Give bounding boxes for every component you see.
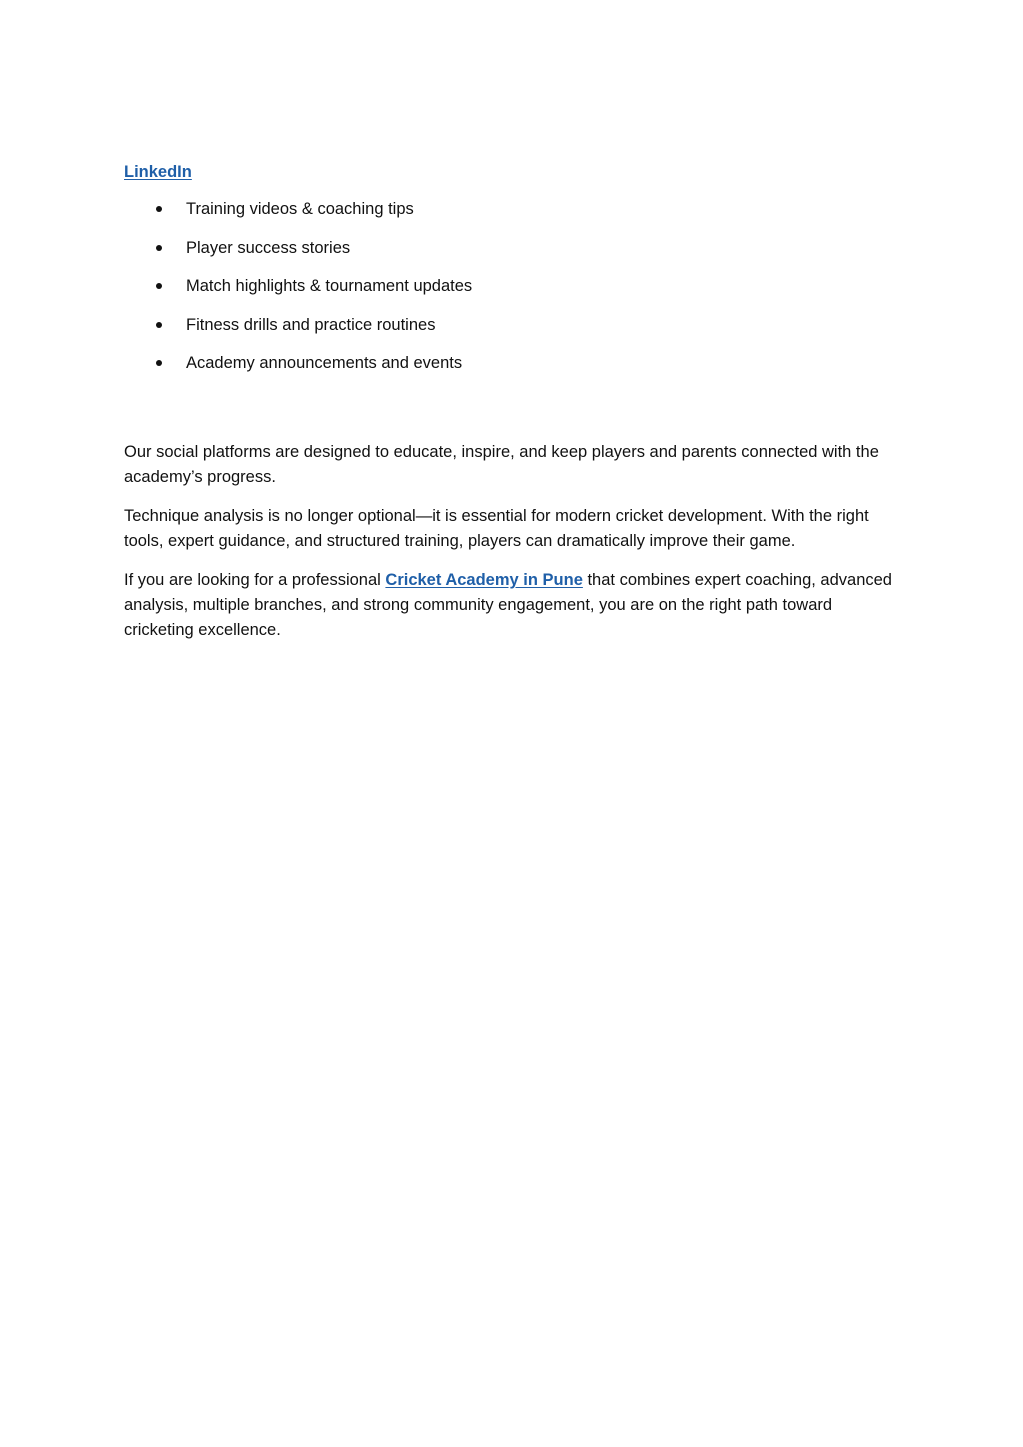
linkedin-link[interactable]: LinkedIn xyxy=(124,163,192,181)
bullet-icon xyxy=(156,245,162,251)
bullet-icon xyxy=(156,322,162,328)
bullet-icon xyxy=(156,206,162,212)
list-item-text: Player success stories xyxy=(186,238,351,257)
list-item-text: Training videos & coaching tips xyxy=(186,200,414,218)
list-item xyxy=(124,351,904,390)
section-spacer xyxy=(124,390,904,440)
list-item-text: Fitness drills and practice routines xyxy=(186,315,436,334)
list-item xyxy=(124,197,904,236)
bullet-icon xyxy=(156,360,162,366)
paragraph-social-platforms: Our social platforms are designed to educate, inspire, and keep players and parents connected with the academy’s progress. xyxy=(124,442,879,486)
list-item xyxy=(124,313,904,352)
list-item-text: Academy announcements and events xyxy=(186,354,463,373)
paragraph-text-before: If you are looking for a professional xyxy=(124,570,386,589)
cricket-academy-pune-link[interactable]: Cricket Academy in Pune xyxy=(385,570,583,589)
paragraph-academy-cta xyxy=(124,568,904,643)
list-item xyxy=(124,236,904,275)
paragraph-technique-analysis: Technique analysis is no longer optional—it is essential for modern cricket development. With the right tools, expert guidance, and structured training, players can dramatically improve their game. xyxy=(124,506,869,550)
bullet-icon xyxy=(156,283,162,289)
list-item-text: Match highlights & tournament updates xyxy=(186,277,473,296)
bullet-list xyxy=(124,197,904,390)
list-item xyxy=(124,274,904,313)
paragraph-text-after: that combines expert coaching, advanced analysis, multiple branches, and strong community engagement, you are on the right path toward cricketing excellence. xyxy=(124,570,892,639)
document-content xyxy=(124,160,904,657)
